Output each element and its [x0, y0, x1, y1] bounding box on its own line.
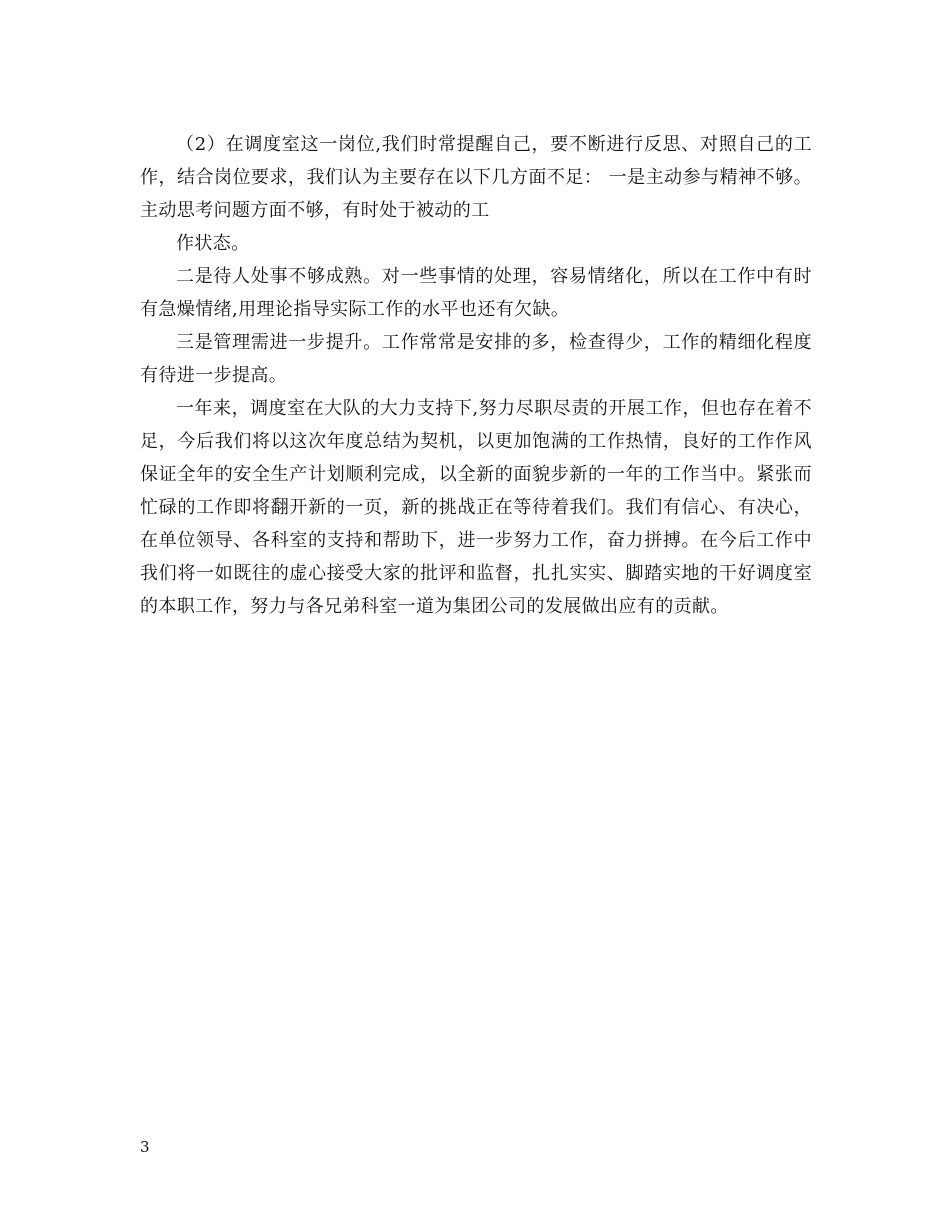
paragraph-shortcomings-intro: （2）在调度室这一岗位,我们时常提醒自己，要不断进行反思、对照自己的工作，结合岗位要求，我们认为主要存在以下几方面不足： 一是主动参与精神不够。主动思考问题方面不够，有时处于被动的工: [140, 134, 812, 221]
paragraph-conclusion: 一年来，调度室在大队的大力支持下,努力尽职尽责的开展工作，但也存在着不足，今后我们将以这次年度总结为契机，以更加饱满的工作热情，良好的工作作风保证全年的安全生产计划顺利完成，以全新的面貌步新的一年的工作当中。紧张而忙碌的工作即将翻开新的一页，新的挑战正在等待着我们。我们有信心、有决心，在单位领导、各科室的支持和帮助下，进一步努力工作，奋力拼搏。在今后工作中我们将一如既往的虚心接受大家的批评和监督，扎扎实实、脚踏实地的干好调度室的本职工作，努力与各兄弟科室一道为集团公司的发展做出应有的贡献。: [140, 398, 812, 617]
document-body: [140, 128, 812, 623]
paragraph-work-status: 作状态。: [176, 233, 250, 254]
paragraph-third-shortcoming: 三是管理需进一步提升。工作常常是安排的多，检查得少，工作的精细化程度有待进一步提高。: [140, 332, 812, 386]
page-number: 3: [140, 1138, 150, 1156]
paragraph-second-shortcoming: 二是待人处事不够成熟。对一些事情的处理，容易情绪化，所以在工作中有时有急燥情绪,用理论指导实际工作的水平也还有欠缺。: [140, 266, 812, 320]
